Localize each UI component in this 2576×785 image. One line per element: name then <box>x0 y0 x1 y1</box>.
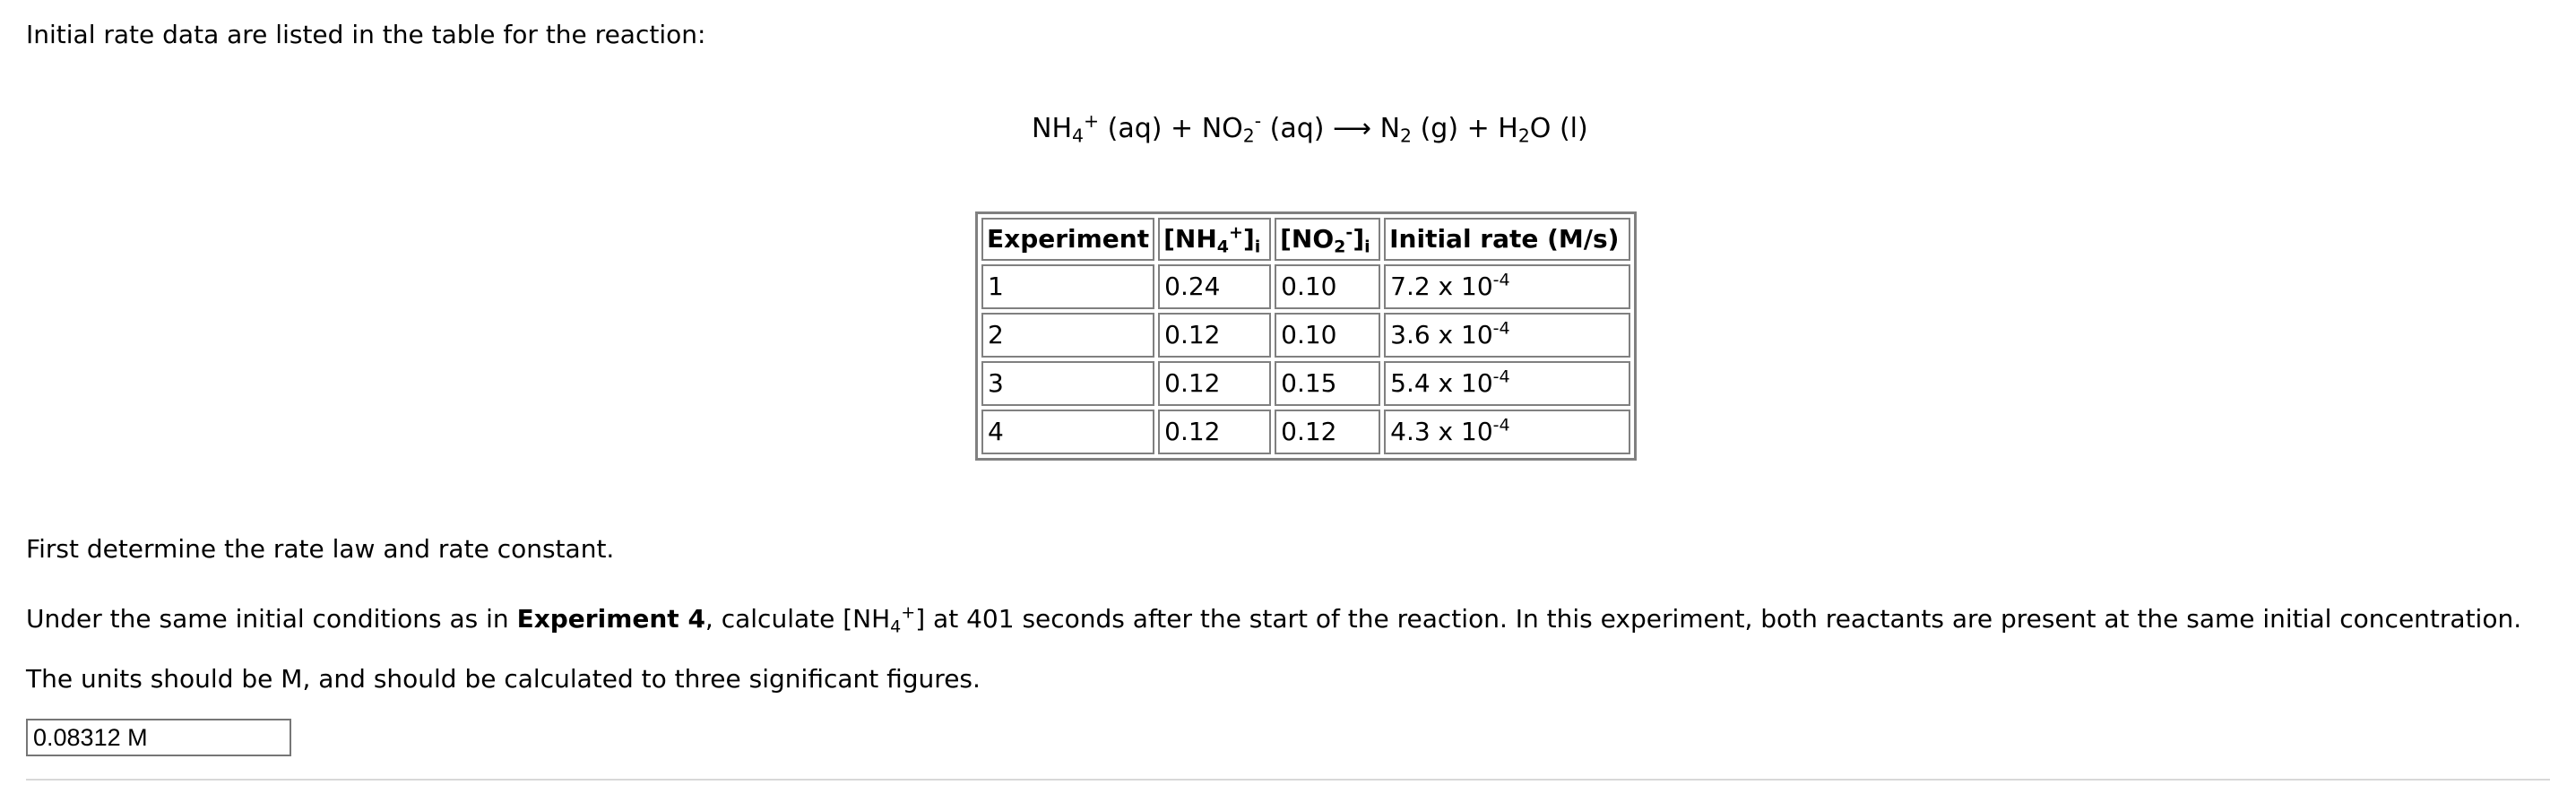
product-water: $H_2O$ <box>1498 113 1552 147</box>
reaction-equation <box>1032 111 1588 147</box>
intro-text: Initial rate data are listed in the table for the reaction: <box>26 20 706 49</box>
cell-no2: 0.10 <box>1275 264 1380 309</box>
cell-nh4: 0.12 <box>1158 410 1271 454</box>
reactant-nitrite-state: (aq) <box>1269 113 1325 144</box>
instruction-rate-law: First determine the rate law and rate constant. <box>26 534 615 564</box>
cell-nh4: 0.24 <box>1158 264 1271 309</box>
product-water-state: (l) <box>1559 113 1588 144</box>
header-no2-concentration: $[NO_2^-]_i$ <box>1275 218 1380 261</box>
table-row <box>981 264 1630 309</box>
product-nitrogen: $N_2$ <box>1379 113 1413 147</box>
header-experiment: Experiment <box>981 218 1154 261</box>
instruction-calculate: Under the same initial conditions as in Experiment 4, calculate $[NH_4^+]$ at 401 seconds after the start of the reaction. In this experiment, both reactants are present at the same initial concentration. <box>26 602 2522 637</box>
initial-rate-table <box>975 211 1637 461</box>
cell-rate: 4.3 x $10^{-4}$ <box>1384 410 1630 454</box>
cell-no2: 0.10 <box>1275 313 1380 358</box>
cell-rate: 7.2 x $10^{-4}$ <box>1384 264 1630 309</box>
experiment-4-emphasis: Experiment 4 <box>516 604 705 634</box>
cell-no2: 0.12 <box>1275 410 1380 454</box>
cell-rate: 5.4 x $10^{-4}$ <box>1384 361 1630 406</box>
cell-no2: 0.15 <box>1275 361 1380 406</box>
reaction-arrow-icon: ⟶ <box>1333 113 1372 144</box>
instruction-units: The units should be M, and should be calculated to three significant figures. <box>26 664 981 694</box>
cell-experiment: 3 <box>981 361 1154 406</box>
cell-nh4: 0.12 <box>1158 313 1271 358</box>
cell-experiment: 1 <box>981 264 1154 309</box>
table-row <box>981 313 1630 358</box>
reactant-ammonium-state: (aq) + <box>1107 113 1194 144</box>
table-header-row <box>981 218 1630 261</box>
table-row <box>981 361 1630 406</box>
reactant-nitrite: $NO_2^-$ <box>1201 109 1262 147</box>
cell-nh4: 0.12 <box>1158 361 1271 406</box>
product-nitrogen-state: (g) + <box>1420 113 1490 144</box>
header-initial-rate: Initial rate (M/s) <box>1384 218 1630 261</box>
reactant-ammonium: $NH_4^+$ <box>1032 109 1100 147</box>
table-row <box>981 410 1630 454</box>
cell-rate: 3.6 x $10^{-4}$ <box>1384 313 1630 358</box>
cell-experiment: 4 <box>981 410 1154 454</box>
section-divider <box>26 779 2550 781</box>
header-nh4-concentration: $[NH_4^+]_i$ <box>1158 218 1271 261</box>
answer-input[interactable]: 0.08312 M <box>26 719 291 756</box>
cell-experiment: 2 <box>981 313 1154 358</box>
